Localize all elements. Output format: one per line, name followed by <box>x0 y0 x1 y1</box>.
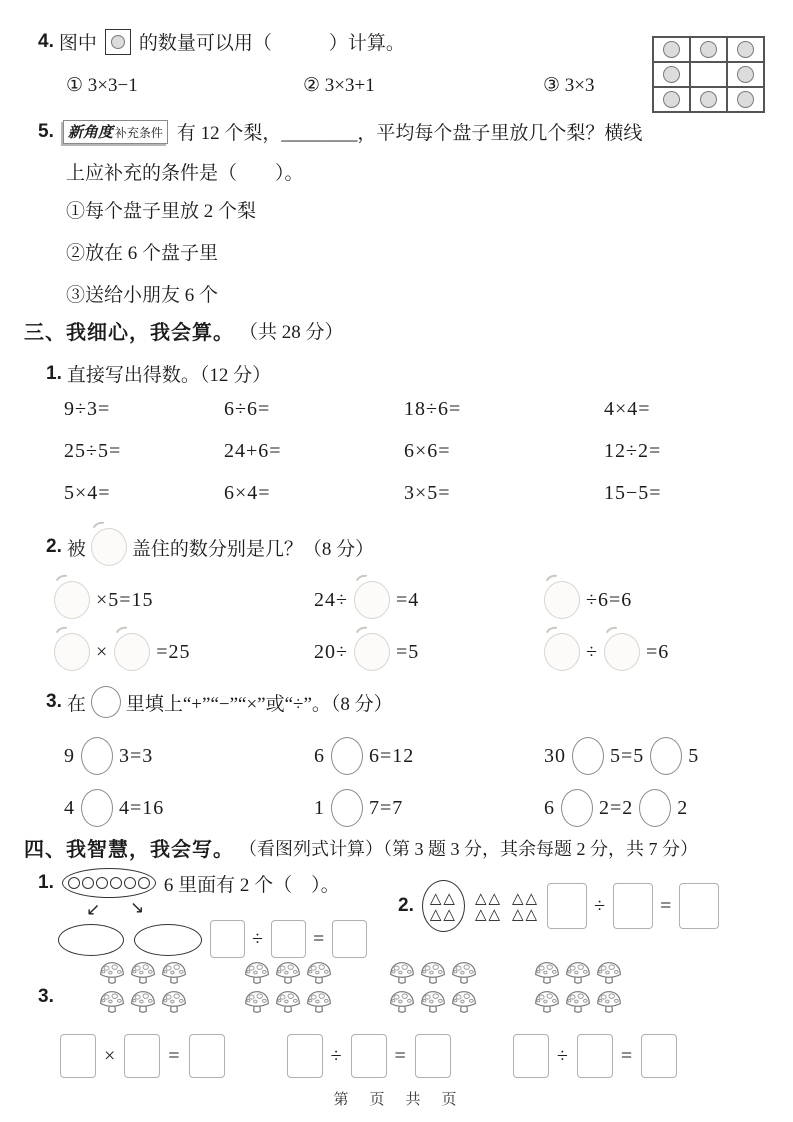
operator-blank-circle <box>91 686 121 718</box>
s4-q1-text: 6 里面有 2 个（ ）。 <box>163 874 340 896</box>
mushroom-icon <box>243 960 271 988</box>
operator-blank-circle[interactable] <box>81 737 113 775</box>
q4-option: ② 3×3+1 <box>303 75 375 96</box>
section-4-subtitle: （看图列式计算）（第 3 题 3 分，其余每题 2 分，共 7 分） <box>239 838 698 859</box>
section-3-header <box>24 316 344 345</box>
operator-blank-circle[interactable] <box>81 789 113 827</box>
peach-cover-icon <box>544 581 580 619</box>
mushroom-icon <box>129 960 157 988</box>
peach-cover-icon <box>54 633 90 671</box>
new-angle-badge <box>63 120 168 144</box>
empty-oval <box>58 924 124 956</box>
s4-q2-equation <box>547 883 719 929</box>
equation-text: =4 <box>395 588 420 611</box>
arithmetic-problem: 6×6= <box>404 440 451 462</box>
s3-q2-equations <box>54 574 669 678</box>
mushroom-group <box>533 960 626 1018</box>
equation <box>544 574 669 626</box>
group-oval <box>62 868 156 898</box>
equation-text: = <box>312 927 326 950</box>
equation-text: 6 <box>544 796 555 819</box>
circle-dot-icon <box>663 41 680 58</box>
equation-text: ×5=15 <box>96 588 154 611</box>
triangle-row: △△ <box>474 889 503 907</box>
mushroom-icon <box>305 989 333 1017</box>
small-circle-icon <box>82 877 94 889</box>
answer-blank-box[interactable] <box>679 883 719 929</box>
equation-text: 5 <box>688 744 700 767</box>
equation-text: 20÷ <box>314 640 348 663</box>
mushroom-icon <box>595 989 623 1017</box>
equation <box>544 782 699 834</box>
q5-option: ②放在 6 个盘子里 <box>66 243 219 264</box>
circle-dot-icon <box>737 41 754 58</box>
s3-q1-arithmetic-grid <box>64 398 662 524</box>
arrow-down-left-icon: ↙ <box>86 900 101 920</box>
equation-text: ÷ <box>330 1044 343 1067</box>
circle-dot-icon <box>111 35 125 49</box>
equation-text: 6=12 <box>369 744 415 767</box>
s3-q3-number: 3. <box>46 691 62 712</box>
equation-text: 30 <box>544 744 566 767</box>
equation <box>54 626 314 678</box>
triangle-row: △△ <box>429 889 457 907</box>
peach-cover-icon <box>604 633 640 671</box>
circle-dot-icon <box>700 41 717 58</box>
s4-q3-number: 3. <box>38 986 54 1007</box>
answer-blank-box[interactable] <box>124 1034 160 1078</box>
grid-cell <box>690 37 727 62</box>
equation-text: ÷6=6 <box>586 588 633 611</box>
mushroom-icon <box>98 989 126 1017</box>
mushroom-icon <box>450 960 478 988</box>
mushroom-icon <box>533 960 561 988</box>
s4-q3-label <box>38 986 54 1008</box>
arithmetic-problem: 5×4= <box>64 482 111 504</box>
operator-blank-circle[interactable] <box>639 789 671 827</box>
s3-q3-text-pre: 在 <box>66 693 86 715</box>
question-4-number: 4. <box>38 30 54 52</box>
mushroom-icon <box>450 989 478 1017</box>
equation-text: =6 <box>645 640 670 663</box>
equation <box>287 1034 451 1078</box>
q3-equations <box>60 1034 677 1078</box>
equation-text: 7=7 <box>369 796 404 819</box>
peach-cover-icon <box>91 528 127 566</box>
q4-option: ① 3×3−1 <box>66 75 138 96</box>
triangle-row: △△ <box>512 905 540 923</box>
equation <box>544 626 669 678</box>
answer-blank-box[interactable] <box>351 1034 387 1078</box>
equation-text: × <box>104 1044 117 1067</box>
equation-text: 4 <box>64 796 75 819</box>
answer-blank-box[interactable] <box>577 1034 613 1078</box>
empty-oval <box>134 924 202 956</box>
equation-text: = <box>660 894 673 917</box>
arithmetic-problem: 12÷2= <box>604 440 662 462</box>
mushroom-icon <box>595 960 623 988</box>
mushroom-icon <box>419 989 447 1017</box>
circle-dot-icon <box>737 91 754 108</box>
equation-text: ÷ <box>556 1044 569 1067</box>
answer-blank-box[interactable] <box>332 920 367 958</box>
question-4-text-pre: 图中 <box>58 33 97 54</box>
section-3-title: 三、我细心，我会算。 <box>24 322 234 344</box>
q4-grid <box>652 36 765 113</box>
question-5-text-line2: 上应补充的条件是（ ）。 <box>66 163 304 184</box>
mushroom-icon <box>564 960 592 988</box>
triangle-group <box>475 890 502 922</box>
s3-q3-text-post: 里填上“+”“−”“×”或“÷”。（8 分） <box>125 693 393 715</box>
q4-options <box>66 74 595 97</box>
s3-q2-text-post: 盖住的数分别是几？（8 分） <box>131 538 375 560</box>
equation-text: 4=16 <box>119 796 165 819</box>
equation <box>544 730 699 782</box>
s3-q2-number: 2. <box>46 536 62 557</box>
circle-dot-icon <box>737 66 754 83</box>
mushroom-group <box>388 960 481 1018</box>
small-circle-icon <box>110 877 122 889</box>
operator-blank-circle[interactable] <box>572 737 604 775</box>
mushroom-icon <box>274 960 302 988</box>
operator-blank-circle[interactable] <box>331 737 363 775</box>
circle-dot-icon <box>700 91 717 108</box>
equation-text: ÷ <box>252 927 264 950</box>
q5-option: ①每个盘子里放 2 个梨 <box>66 201 257 222</box>
peach-cover-icon <box>54 581 90 619</box>
question-4-text-post: 的数量可以用（ ）计算。 <box>138 33 405 54</box>
grid-cell <box>690 62 727 87</box>
mushroom-icon <box>564 989 592 1017</box>
badge-sub-label: 补充条件 <box>114 125 163 140</box>
circle-dot-icon <box>663 66 680 83</box>
answer-blank-box[interactable] <box>641 1034 677 1078</box>
arithmetic-problem: 15−5= <box>604 482 662 504</box>
q5-option: ③送给小朋友 6 个 <box>66 285 219 306</box>
answer-blank-box[interactable] <box>547 883 587 929</box>
mushroom-icon <box>388 989 416 1017</box>
s3-q2-text-pre: 被 <box>66 538 86 560</box>
peach-cover-icon <box>544 633 580 671</box>
triangle-group-circled <box>422 880 465 932</box>
section-4-header <box>24 833 698 862</box>
arithmetic-problem: 18÷6= <box>404 398 462 420</box>
answer-blank-box[interactable] <box>287 1034 323 1078</box>
mushroom-groups <box>98 960 626 1018</box>
arithmetic-problem: 9÷3= <box>64 398 111 420</box>
answer-blank-box[interactable] <box>513 1034 549 1078</box>
question-5-number: 5. <box>38 120 54 142</box>
answer-blank-box[interactable] <box>613 883 653 929</box>
question-5 <box>38 118 642 145</box>
circle-in-box-icon <box>105 29 131 55</box>
operator-blank-circle[interactable] <box>650 737 682 775</box>
section-4-title: 四、我智慧，我会写。 <box>24 839 234 861</box>
equation-text: 24÷ <box>314 588 348 611</box>
s4-q2 <box>398 864 719 948</box>
equation-text: = <box>168 1044 181 1067</box>
triangle-group <box>512 890 539 922</box>
mushroom-icon <box>98 960 126 988</box>
badge-main-label: 新角度 <box>67 123 113 141</box>
small-circle-icon <box>68 877 80 889</box>
operator-blank-circle[interactable] <box>331 789 363 827</box>
s3-q1-number: 1. <box>46 362 62 384</box>
arrow-down-right-icon: ↘ <box>130 898 145 918</box>
equation-text: ÷ <box>586 640 598 663</box>
grid-cell <box>690 87 727 112</box>
triangle-row: △△ <box>474 905 503 923</box>
small-circle-icon <box>138 877 150 889</box>
answer-blank-box[interactable] <box>415 1034 451 1078</box>
equation <box>314 730 544 782</box>
arithmetic-problem: 4×4= <box>604 398 651 420</box>
section-3-score: （共 28 分） <box>239 322 344 343</box>
grid-cell <box>653 87 690 112</box>
mushroom-icon <box>419 960 447 988</box>
equation <box>60 1034 225 1078</box>
question-5-line2 <box>66 158 304 185</box>
arithmetic-problem: 24+6= <box>224 440 282 462</box>
equation-text: 3=3 <box>119 744 154 767</box>
triangle-row: △△ <box>512 889 540 907</box>
s3-q1-label <box>46 360 271 387</box>
circle-dot-icon <box>663 91 680 108</box>
s3-q3-label <box>46 686 393 718</box>
grid-cell <box>653 37 690 62</box>
mushroom-group <box>243 960 336 1018</box>
grid-cell <box>653 62 690 87</box>
small-circle-icon <box>124 877 136 889</box>
peach-cover-icon <box>354 581 390 619</box>
mushroom-icon <box>129 989 157 1017</box>
grid-cell <box>727 37 764 62</box>
equation-text: 9 <box>64 744 75 767</box>
equation <box>513 1034 677 1078</box>
mushroom-icon <box>388 960 416 988</box>
equation-text: = <box>394 1044 407 1067</box>
equation-text: 5=5 <box>610 744 645 767</box>
q4-option: ③ 3×3 <box>543 75 595 96</box>
s4-q1-equation <box>210 920 367 958</box>
equation <box>314 574 544 626</box>
s3-q3-equations <box>64 730 699 834</box>
equation <box>64 730 314 782</box>
equation <box>64 782 314 834</box>
equation-text: 6 <box>314 744 325 767</box>
equation-text: =5 <box>395 640 420 663</box>
equation-text: =25 <box>156 640 191 663</box>
arithmetic-problem: 3×5= <box>404 482 451 504</box>
q5-options <box>66 196 256 322</box>
mushroom-group <box>98 960 191 1018</box>
s3-q2-label <box>46 528 374 566</box>
small-circle-icon <box>96 877 108 889</box>
question-4 <box>38 28 405 55</box>
triangle-groups <box>422 880 539 932</box>
mushroom-icon <box>533 989 561 1017</box>
equation-text: × <box>96 640 109 663</box>
operator-blank-circle[interactable] <box>561 789 593 827</box>
equation-text: 1 <box>314 796 325 819</box>
mushroom-icon <box>305 960 333 988</box>
equation <box>314 782 544 834</box>
s4-q2-number: 2. <box>398 895 414 916</box>
peach-cover-icon <box>354 633 390 671</box>
peach-cover-icon <box>114 633 150 671</box>
equation <box>314 626 544 678</box>
equation-text: = <box>620 1044 634 1067</box>
s4-q1-number: 1. <box>38 872 54 893</box>
answer-blank-box[interactable] <box>60 1034 96 1078</box>
page-footer: 第 页 共 页 <box>333 1092 460 1108</box>
arithmetic-problem: 25÷5= <box>64 440 122 462</box>
mushroom-icon <box>160 960 188 988</box>
mushroom-icon <box>243 989 271 1017</box>
equation-text: ÷ <box>594 894 607 917</box>
question-5-text-line1: 有 12 个梨，________，平均每个盘子里放几个梨？横线 <box>176 123 643 144</box>
equation-text: 2=2 <box>599 796 634 819</box>
answer-blank-box[interactable] <box>210 920 245 958</box>
equation <box>54 574 314 626</box>
triangle-row: △△ <box>429 905 457 923</box>
equation-text: 2 <box>677 796 689 819</box>
s3-q1-text: 直接写出得数。（12 分） <box>66 365 272 386</box>
arithmetic-problem: 6×4= <box>224 482 271 504</box>
arithmetic-problem: 6÷6= <box>224 398 271 420</box>
s4-q1-line <box>38 868 413 898</box>
mushroom-icon <box>274 989 302 1017</box>
s4-q1 <box>38 868 413 964</box>
answer-blank-box[interactable] <box>189 1034 225 1078</box>
answer-blank-box[interactable] <box>271 920 306 958</box>
mushroom-icon <box>160 989 188 1017</box>
grid-cell <box>727 62 764 87</box>
grid-cell <box>727 87 764 112</box>
